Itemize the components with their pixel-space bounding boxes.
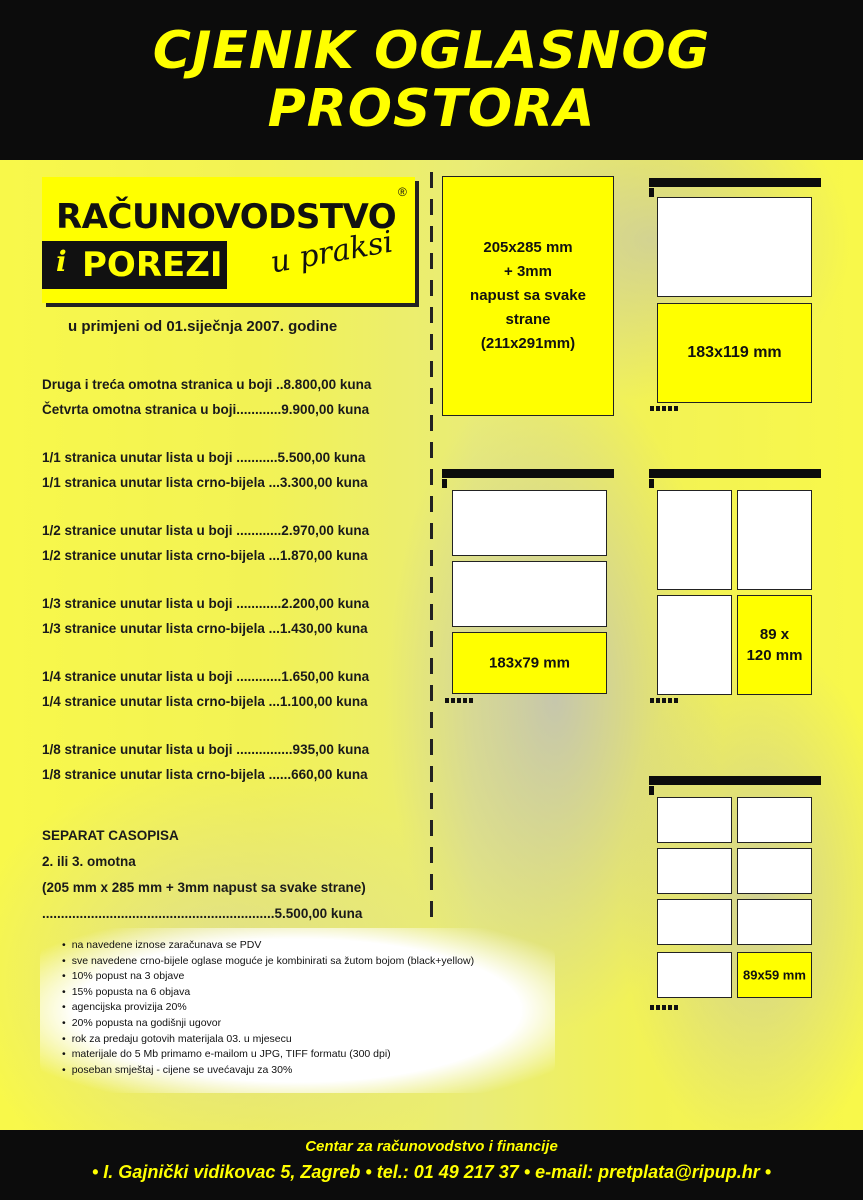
- layout-scale: [650, 406, 680, 411]
- note-item: • 15% popusta na 6 objava: [62, 985, 555, 1001]
- layout-tick: [649, 188, 654, 197]
- price-line: 1/1 stranica unutar lista u boji ...........5.500,00 kuna: [42, 450, 366, 465]
- eighth-page-box: [657, 797, 732, 843]
- notes-panel: [40, 928, 555, 1093]
- price-line: Druga i treća omotna stranica u boji ..8.800,00 kuna: [42, 377, 372, 392]
- price-line: 1/1 stranica unutar lista crno-bijela ...3.300,00 kuna: [42, 475, 368, 490]
- price-line: 1/8 stranice unutar lista crno-bijela ......660,00 kuna: [42, 767, 368, 782]
- logo-title: RAČUNOVODSTVO: [56, 197, 397, 237]
- layout-tick: [649, 479, 654, 488]
- half-page-top-box: [657, 197, 812, 297]
- quarter-page-box: [737, 490, 812, 590]
- note-item: • sve navedene crno-bijele oglase moguće je kombinirati sa žutom bojom (black+yellow): [62, 954, 555, 970]
- full-page-ad-label: 205x285 mm + 3mm napust sa svake strane (211x291mm): [470, 239, 586, 352]
- logo-porezi: POREZI: [82, 245, 223, 285]
- note-item: • na navedene iznose zaračunava se PDV: [62, 938, 555, 954]
- logo: [42, 177, 415, 303]
- logo-i: i: [56, 245, 67, 278]
- eighth-page-box: [657, 848, 732, 894]
- note-item: • poseban smještaj - cijene se uvećavaju za 30%: [62, 1063, 555, 1079]
- note-item: • materijale do 5 Mb primamo e-mailom u JPG, TIFF formatu (300 dpi): [62, 1047, 555, 1063]
- note-item: • 10% popust na 3 objave: [62, 969, 555, 985]
- dashed-divider: [430, 172, 433, 917]
- eighth-page-box: [737, 848, 812, 894]
- price-line: 1/4 stranice unutar lista crno-bijela ...1.100,00 kuna: [42, 694, 368, 709]
- layout-tick: [649, 786, 654, 795]
- separat-line: (205 mm x 285 mm + 3mm napust sa svake strane): [42, 880, 366, 895]
- price-line: 1/3 stranice unutar lista crno-bijela ...1.430,00 kuna: [42, 621, 368, 636]
- eighth-page-box: [737, 797, 812, 843]
- layout-bar: [649, 469, 821, 478]
- layout-bar: [649, 776, 821, 785]
- separat-section: [42, 823, 432, 927]
- header: [0, 0, 863, 160]
- page-title-line-2: PROSTORA: [267, 79, 596, 139]
- registered-mark: ®: [398, 185, 407, 199]
- eighth-page-box: [737, 899, 812, 945]
- full-page-ad-box: [442, 176, 614, 416]
- separat-title: SEPARAT CASOPISA: [42, 828, 179, 843]
- eighth-page-box: [657, 899, 732, 945]
- layout-bar: [442, 469, 614, 478]
- layout-tick: [442, 479, 447, 488]
- eighth-page-ad-label: 89x59 mm: [743, 967, 806, 983]
- footer: [0, 1130, 863, 1200]
- half-page-ad-label: 183x119 mm: [687, 344, 782, 361]
- note-item: • 20% popusta na godišnji ugovor: [62, 1016, 555, 1032]
- page-title-line-1: CJENIK OGLASNOG: [152, 21, 711, 81]
- note-item: • agencijska provizija 20%: [62, 1000, 555, 1016]
- price-line: 1/2 stranice unutar lista crno-bijela ...1.870,00 kuna: [42, 548, 368, 563]
- quarter-page-ad-label: 89 x 120 mm: [746, 626, 803, 664]
- price-line: 1/4 stranice unutar lista u boji ............1.650,00 kuna: [42, 669, 370, 684]
- layout-bar: [649, 178, 821, 187]
- layout-scale: [650, 1005, 680, 1010]
- price-line: 1/8 stranice unutar lista u boji ...............935,00 kuna: [42, 742, 370, 757]
- price-list: [42, 372, 422, 787]
- quarter-page-box: [657, 490, 732, 590]
- price-line: 1/2 stranice unutar lista u boji ............2.970,00 kuna: [42, 523, 370, 538]
- separat-line: 2. ili 3. omotna: [42, 854, 136, 869]
- eighth-page-box: [657, 952, 732, 998]
- third-page-box: [452, 490, 607, 556]
- quarter-page-ad-box: [737, 595, 812, 695]
- note-item: • rok za predaju gotovih materijala 03. u mjesecu: [62, 1032, 555, 1048]
- third-page-ad-label: 183x79 mm: [489, 654, 570, 672]
- layout-scale: [650, 698, 680, 703]
- separat-price: ..............................................................5.500,00 kuna: [42, 906, 363, 921]
- half-page-ad-box: [657, 303, 812, 403]
- footer-contact: • I. Gajnički vidikovac 5, Zagreb • tel.: 01 49 217 37 • e-mail: pretplata@ripup.hr •: [92, 1162, 771, 1182]
- footer-title: Centar za računovodstvo i financije: [305, 1138, 558, 1155]
- valid-from: u primjeni od 01.siječnja 2007. godine: [68, 318, 338, 335]
- price-line: 1/3 stranice unutar lista u boji ............2.200,00 kuna: [42, 596, 370, 611]
- quarter-page-box: [657, 595, 732, 695]
- layout-scale: [445, 698, 475, 703]
- eighth-page-ad-box: [737, 952, 812, 998]
- third-page-box: [452, 561, 607, 627]
- logo-tagline: u praksi: [267, 224, 396, 281]
- price-line: Četvrta omotna stranica u boji............9.900,00 kuna: [42, 402, 370, 417]
- third-page-ad-box: [452, 632, 607, 694]
